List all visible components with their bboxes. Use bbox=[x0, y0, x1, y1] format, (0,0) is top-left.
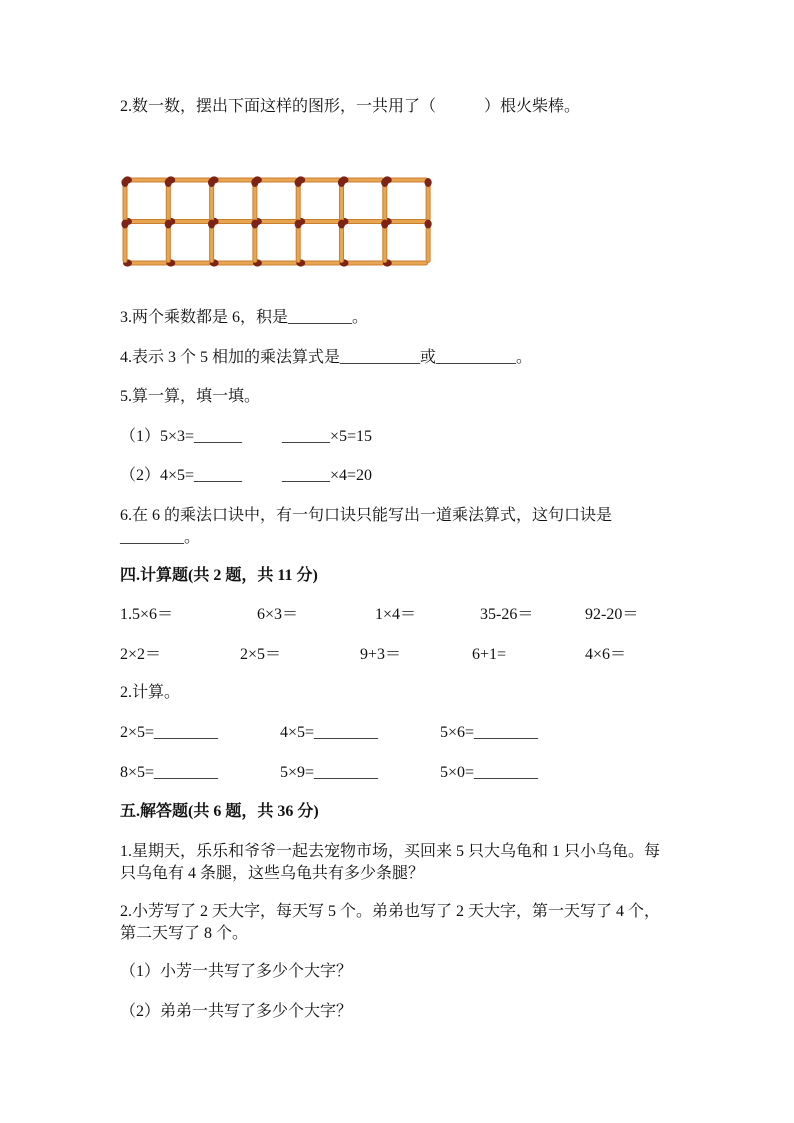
match-head bbox=[121, 178, 128, 187]
matchstick-horizontal bbox=[383, 259, 426, 266]
matchstick-figure bbox=[115, 168, 435, 274]
calc-blank-item: 2×5=________ bbox=[120, 724, 219, 741]
match-head bbox=[425, 178, 432, 187]
match-head bbox=[208, 220, 215, 229]
matchstick-vertical bbox=[165, 220, 172, 261]
matchstick-vertical bbox=[425, 178, 432, 219]
matchstick-horizontal bbox=[253, 218, 296, 225]
match-head bbox=[338, 178, 345, 187]
matchstick-horizontal bbox=[123, 218, 166, 225]
question-5-item: （2）4×5=______ bbox=[120, 467, 243, 484]
match-head bbox=[381, 220, 388, 229]
matchstick-vertical bbox=[251, 178, 258, 219]
matchstick-horizontal bbox=[340, 259, 383, 266]
match-head bbox=[208, 178, 215, 187]
matchstick-vertical bbox=[121, 178, 128, 219]
matchstick-horizontal bbox=[383, 176, 426, 183]
calc-blank-item: 5×6=________ bbox=[440, 724, 539, 741]
match-head bbox=[251, 220, 258, 229]
word-problem-1-line-1: 1.星期天，乐乐和爷爷一起去宠物市场，买回来 5 只大乌龟和 1 只小乌龟。每 bbox=[120, 843, 661, 860]
matchstick-horizontal bbox=[340, 218, 383, 225]
question-5-item: ______×5=15 bbox=[282, 428, 373, 445]
question-5-title: 5.算一算，填一填。 bbox=[120, 388, 261, 405]
calc-item: 9+3＝ bbox=[360, 646, 402, 663]
word-problem-2-line-2: 第二天写了 8 个。 bbox=[120, 925, 249, 942]
section-5-heading: 五.解答题(共 6 题，共 36 分) bbox=[120, 803, 319, 820]
matchstick-horizontal bbox=[166, 218, 209, 225]
match-head bbox=[251, 178, 258, 187]
match-head bbox=[295, 220, 302, 229]
calc-item: 1×4＝ bbox=[375, 606, 417, 623]
calc-item: 6+1= bbox=[472, 646, 507, 663]
question-4-text: 4.表示 3 个 5 相加的乘法算式是__________或__________。 bbox=[120, 349, 533, 366]
matchstick-vertical bbox=[338, 220, 345, 261]
matchstick-vertical bbox=[338, 178, 345, 219]
match-head bbox=[295, 178, 302, 187]
word-problem-2-sub-2: （2）弟弟一共写了多少个大字？ bbox=[120, 1003, 353, 1020]
matchstick-horizontal bbox=[123, 259, 166, 266]
matchstick-vertical bbox=[251, 220, 258, 261]
matchstick-horizontal bbox=[296, 176, 339, 183]
matchstick-horizontal bbox=[383, 218, 426, 225]
match-head bbox=[121, 220, 128, 229]
question-3-text: 3.两个乘数都是 6，积是________。 bbox=[120, 309, 369, 326]
section-4-heading: 四.计算题(共 2 题，共 11 分) bbox=[120, 567, 318, 584]
matchstick-vertical bbox=[165, 178, 172, 219]
calc-blank-item: 5×9=________ bbox=[280, 764, 379, 781]
calc-blank-item: 8×5=________ bbox=[120, 764, 219, 781]
matchstick-vertical bbox=[295, 220, 302, 261]
question-6-blank: ________。 bbox=[120, 529, 201, 546]
matchstick-vertical bbox=[121, 220, 128, 261]
matchstick-horizontal bbox=[296, 259, 339, 266]
matchstick-horizontal bbox=[210, 259, 253, 266]
calc-item: 35-26＝ bbox=[480, 606, 534, 623]
calc-item: 2×5＝ bbox=[240, 646, 282, 663]
word-problem-1-line-2: 只乌龟有 4 条腿，这些乌龟共有多少条腿？ bbox=[120, 865, 425, 882]
matchstick-vertical bbox=[381, 178, 388, 219]
section-4-question-2-title: 2.计算。 bbox=[120, 684, 181, 701]
match-head bbox=[381, 178, 388, 187]
matchstick-vertical bbox=[208, 220, 215, 261]
question-6-text: 6.在 6 的乘法口诀中，有一句口诀只能写出一道乘法算式，这句口诀是 bbox=[120, 507, 613, 524]
match-head bbox=[425, 220, 432, 229]
question-5-item: ______×4=20 bbox=[282, 467, 373, 484]
calc-item: 92-20＝ bbox=[585, 606, 639, 623]
calc-blank-item: 4×5=________ bbox=[280, 724, 379, 741]
matchstick-horizontal bbox=[253, 176, 296, 183]
matchstick-horizontal bbox=[296, 218, 339, 225]
matchstick-vertical bbox=[208, 178, 215, 219]
matchstick-horizontal bbox=[166, 176, 209, 183]
question-2-text: 2.数一数，摆出下面这样的图形，一共用了（ ）根火柴棒。 bbox=[120, 98, 581, 115]
matchstick-horizontal bbox=[210, 218, 253, 225]
matchstick-vertical bbox=[425, 220, 432, 261]
match-head bbox=[165, 178, 172, 187]
match-head bbox=[165, 220, 172, 229]
matchstick-horizontal bbox=[340, 176, 383, 183]
matchstick-horizontal bbox=[210, 176, 253, 183]
matchstick-horizontal bbox=[166, 259, 209, 266]
calc-item: 2×2＝ bbox=[120, 646, 162, 663]
matchstick-vertical bbox=[381, 220, 388, 261]
question-5-item: （1）5×3=______ bbox=[120, 428, 243, 445]
matchstick-horizontal bbox=[123, 176, 166, 183]
match-head bbox=[338, 220, 345, 229]
calc-item: 6×3＝ bbox=[257, 606, 299, 623]
word-problem-2-line-1: 2.小芳写了 2 天大字，每天写 5 个。弟弟也写了 2 天大字，第一天写了 4 个， bbox=[120, 903, 661, 920]
calc-item: 4×6＝ bbox=[585, 646, 627, 663]
matchstick-vertical bbox=[295, 178, 302, 219]
calc-item: 1.5×6＝ bbox=[120, 606, 174, 623]
word-problem-2-sub-1: （1）小芳一共写了多少个大字？ bbox=[120, 963, 353, 980]
calc-blank-item: 5×0=________ bbox=[440, 764, 539, 781]
matchstick-horizontal bbox=[253, 259, 296, 266]
